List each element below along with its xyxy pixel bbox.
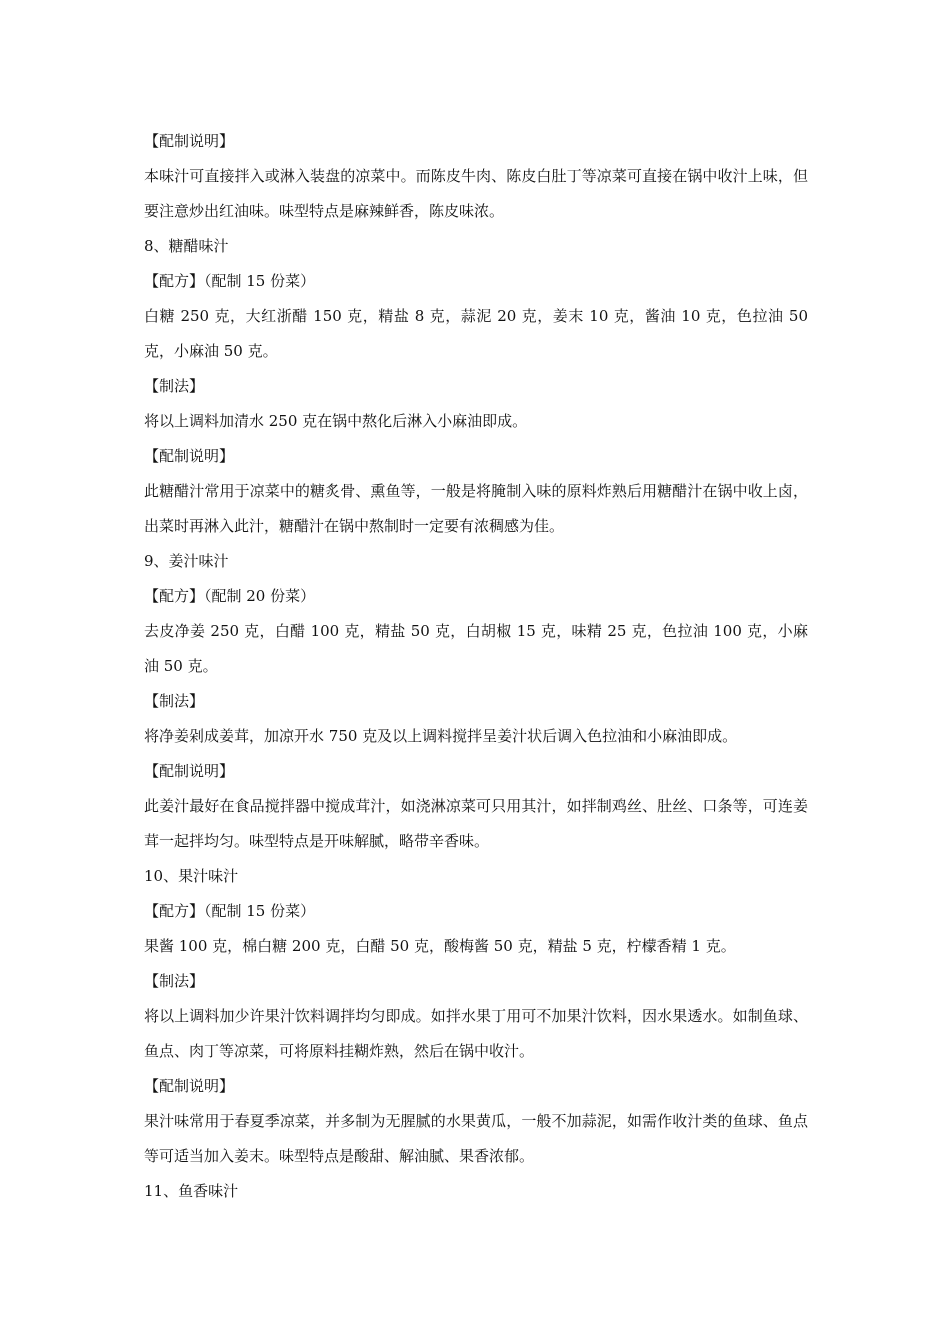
section-heading: 9、姜汁味汁 bbox=[144, 552, 229, 570]
section-label: 【制法】 bbox=[144, 692, 205, 710]
paragraph: 将以上调料加少许果汁饮料调拌均匀即成。如拌水果丁用可不加果汁饮料，因水果透水。如制鱼球、鱼点、肉丁等凉菜，可将原料挂糊炸熟，然后在锅中收汁。 bbox=[144, 1007, 808, 1060]
paragraph: 此姜汁最好在食品搅拌器中搅成茸汁，如浇淋凉菜可只用其汁，如拌制鸡丝、肚丝、口条等，可连姜茸一起拌均匀。味型特点是开味解腻，略带辛香味。 bbox=[144, 797, 808, 850]
paragraph: 果汁味常用于春夏季凉菜，并多制为无腥腻的水果黄瓜，一般不加蒜泥，如需作收汁类的鱼球、鱼点等可适当加入姜末。味型特点是酸甜、解油腻、果香浓郁。 bbox=[144, 1112, 808, 1165]
section-label: 【配方】（配制 15 份菜） bbox=[144, 902, 316, 920]
paragraph: 本味汁可直接拌入或淋入装盘的凉菜中。而陈皮牛肉、陈皮白肚丁等凉菜可直接在锅中收汁上味，但要注意炒出红油味。味型特点是麻辣鲜香，陈皮味浓。 bbox=[144, 167, 808, 220]
section-label: 【制法】 bbox=[144, 377, 205, 395]
section-heading: 11、鱼香味汁 bbox=[144, 1182, 239, 1200]
section-label: 【配方】（配制 15 份菜） bbox=[144, 272, 316, 290]
paragraph: 白糖 250 克，大红浙醋 150 克，精盐 8 克，蒜泥 20 克，姜末 10 克，酱油 10 克，色拉油 50 克，小麻油 50 克。 bbox=[144, 307, 808, 360]
section-label: 【配方】（配制 20 份菜） bbox=[144, 587, 316, 605]
paragraph: 去皮净姜 250 克，白醋 100 克，精盐 50 克，白胡椒 15 克，味精 25 克，色拉油 100 克，小麻油 50 克。 bbox=[144, 622, 808, 675]
section-label: 【配制说明】 bbox=[144, 762, 235, 780]
section-label: 【制法】 bbox=[144, 972, 205, 990]
paragraph: 将净姜剁成姜茸，加凉开水 750 克及以上调料搅拌呈姜汁状后调入色拉油和小麻油即成。 bbox=[144, 727, 738, 745]
paragraph: 此糖醋汁常用于凉菜中的糖炙骨、熏鱼等，一般是将腌制入味的原料炸熟后用糖醋汁在锅中收上卤，出菜时再淋入此汁，糖醋汁在锅中熬制时一定要有浓稠感为佳。 bbox=[144, 482, 808, 535]
section-label: 【配制说明】 bbox=[144, 447, 235, 465]
paragraph: 将以上调料加清水 250 克在锅中熬化后淋入小麻油即成。 bbox=[144, 412, 528, 430]
section-heading: 8、糖醋味汁 bbox=[144, 237, 229, 255]
document-body bbox=[144, 124, 808, 1209]
section-heading: 10、果汁味汁 bbox=[144, 867, 239, 885]
section-label: 【配制说明】 bbox=[144, 1077, 235, 1095]
section-label: 【配制说明】 bbox=[144, 132, 235, 150]
paragraph: 果酱 100 克，棉白糖 200 克，白醋 50 克，酸梅酱 50 克，精盐 5 克，柠檬香精 1 克。 bbox=[144, 937, 736, 955]
